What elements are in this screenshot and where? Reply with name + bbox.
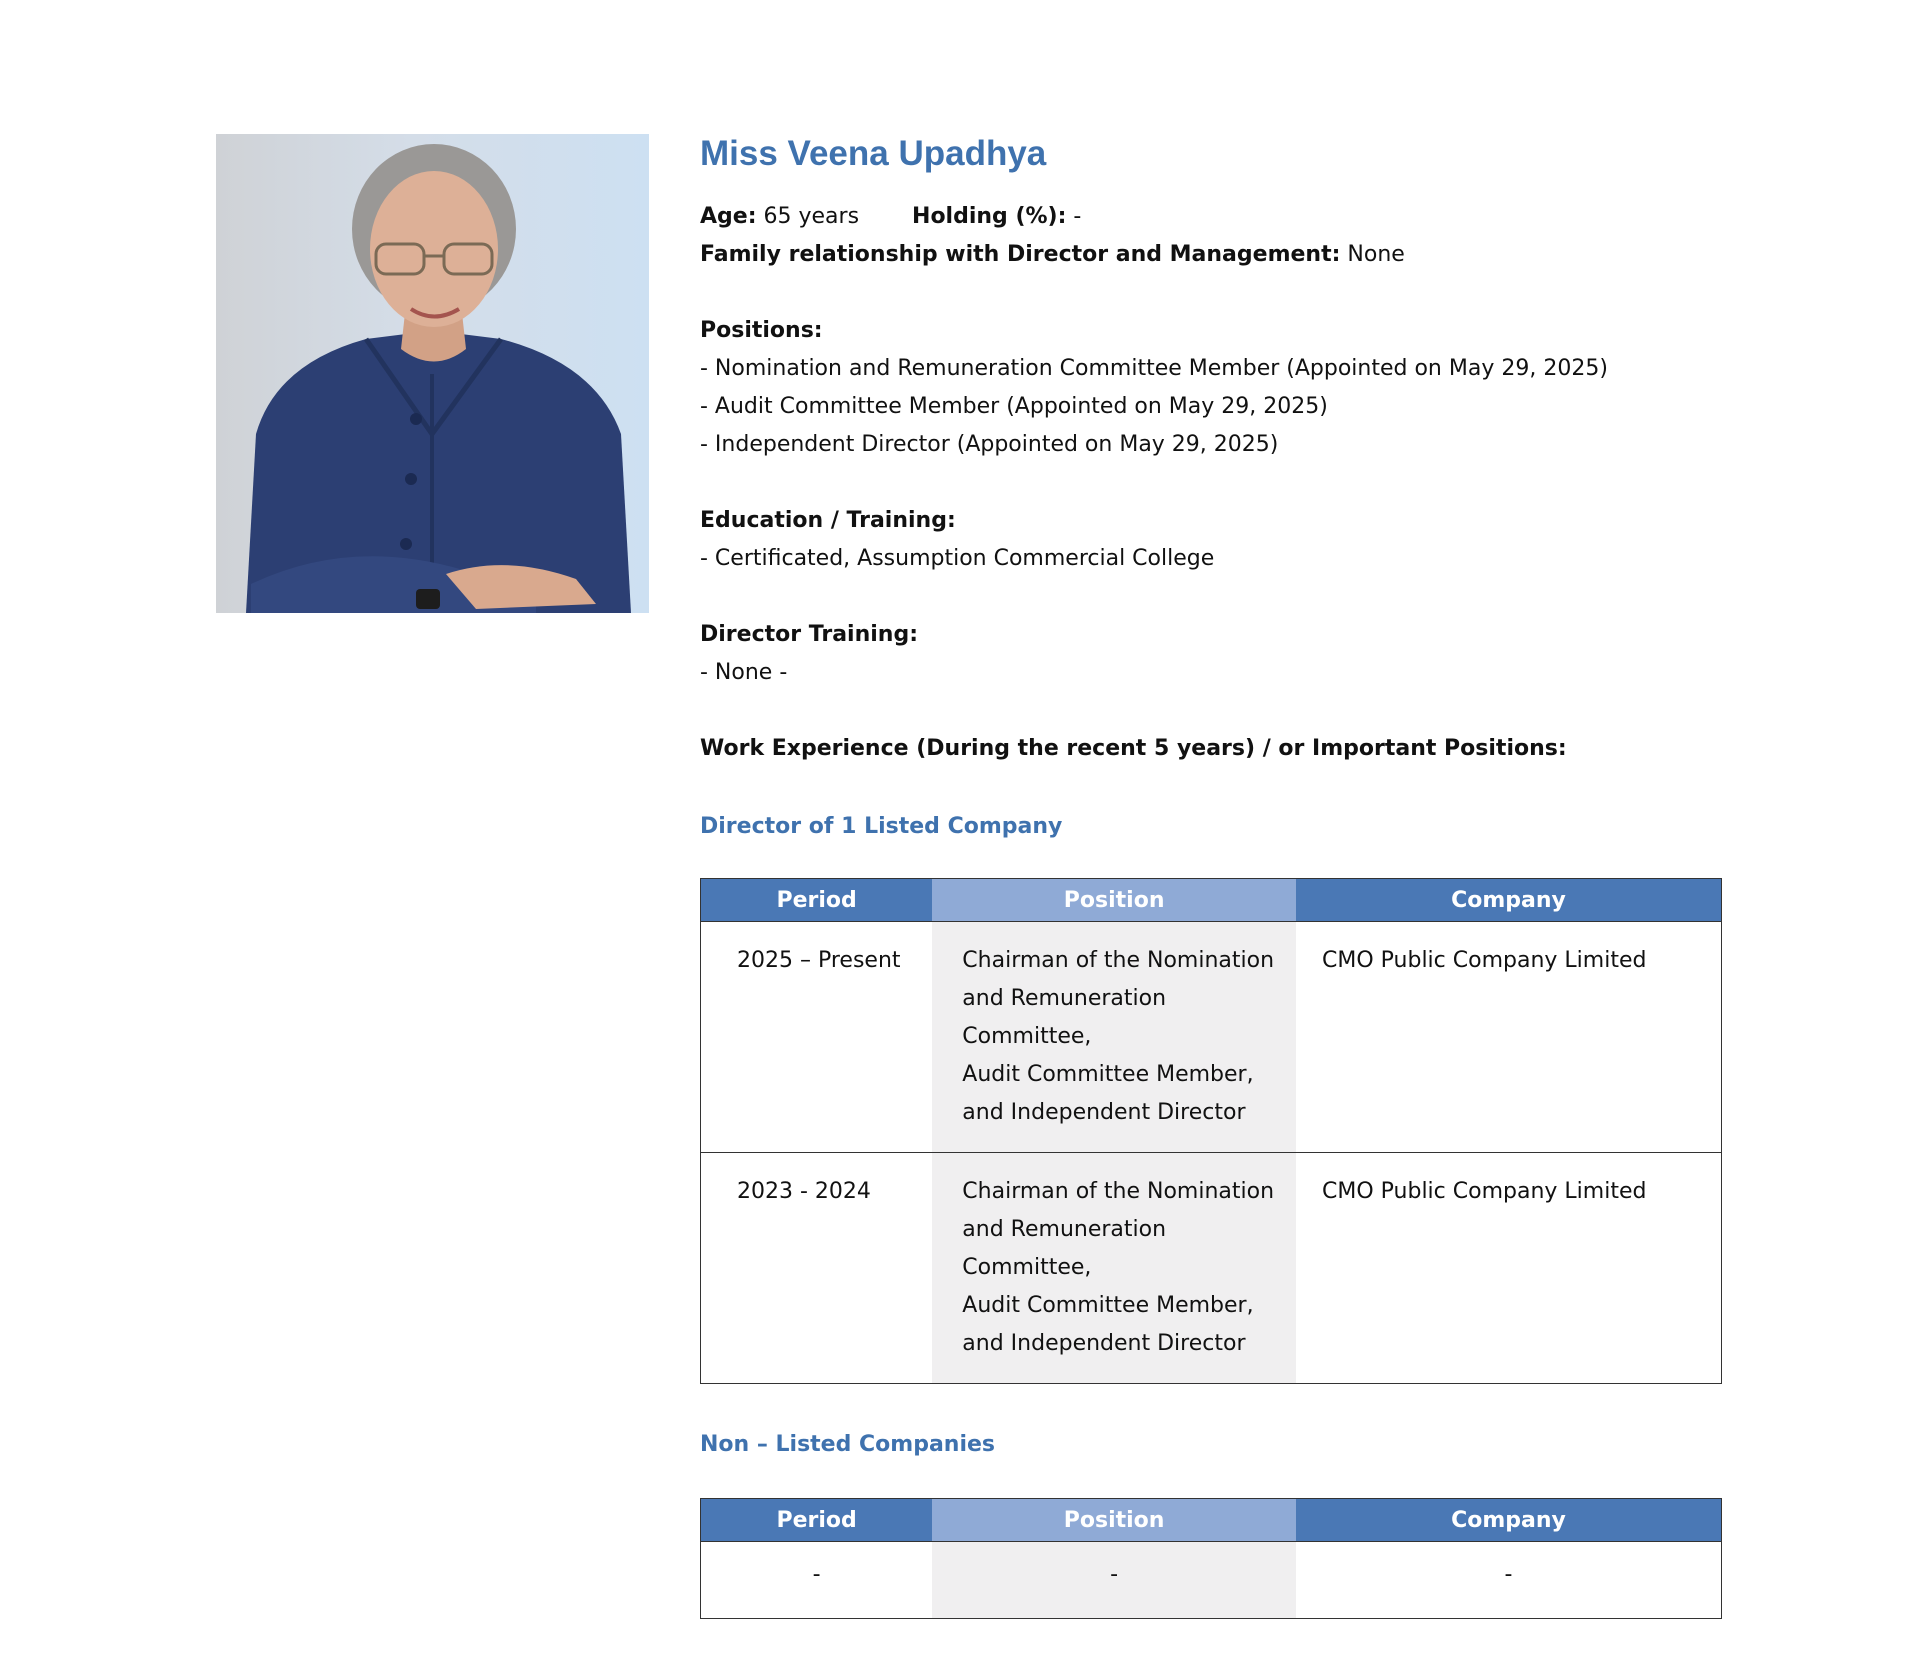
table-header-row	[701, 879, 1722, 922]
table-header-row	[701, 1499, 1722, 1542]
work-experience-heading: Work Experience (During the recent 5 years) / or Important Positions:	[700, 736, 1567, 761]
director-training-item: - None -	[700, 660, 788, 685]
profile-name: Miss Veena Upadhya	[700, 134, 1047, 173]
position-cell: Chairman of the Nomination and Remuneration Committee, Audit Committee Member, and Independent Director	[932, 1153, 1296, 1384]
table-row	[701, 922, 1722, 1153]
position-item: - Independent Director (Appointed on May 29, 2025)	[700, 432, 1279, 457]
holding-value: -	[1073, 204, 1082, 229]
column-header-period: Period	[701, 1499, 933, 1542]
positions-heading: Positions:	[700, 318, 823, 343]
period-cell: 2025 – Present	[737, 948, 901, 973]
age-holding-line	[700, 198, 1800, 236]
table-row	[701, 1153, 1722, 1384]
family-relationship-line	[700, 236, 1800, 274]
column-header-company: Company	[1296, 1499, 1722, 1542]
company-cell: CMO Public Company Limited	[1322, 948, 1647, 973]
period-cell: -	[812, 1562, 821, 1587]
listed-company-table	[700, 878, 1722, 1384]
position-cell: -	[932, 1542, 1296, 1619]
column-header-period: Period	[701, 879, 933, 922]
family-value: None	[1347, 242, 1405, 267]
listed-company-heading: Director of 1 Listed Company	[700, 814, 1063, 839]
holding-label: Holding (%):	[912, 204, 1067, 229]
director-training-heading: Director Training:	[700, 622, 918, 647]
age-value: 65 years	[763, 204, 860, 229]
column-header-company: Company	[1296, 879, 1722, 922]
position-cell: Chairman of the Nomination and Remuneration Committee, Audit Committee Member, and Independent Director	[932, 922, 1296, 1153]
position-item: - Nomination and Remuneration Committee Member (Appointed on May 29, 2025)	[700, 356, 1608, 381]
person-portrait-icon	[216, 134, 649, 613]
table-row	[701, 1542, 1722, 1619]
position-item: - Audit Committee Member (Appointed on May 29, 2025)	[700, 394, 1328, 419]
age-label: Age:	[700, 204, 757, 229]
profile-content	[700, 130, 1800, 1619]
period-cell: 2023 - 2024	[701, 1153, 933, 1384]
company-cell: -	[1504, 1562, 1513, 1587]
column-header-position: Position	[932, 1499, 1296, 1542]
family-label: Family relationship with Director and Management:	[700, 242, 1341, 267]
non-listed-heading: Non – Listed Companies	[700, 1432, 996, 1457]
education-item: - Certificated, Assumption Commercial College	[700, 546, 1215, 571]
non-listed-table	[700, 1498, 1722, 1619]
education-heading: Education / Training:	[700, 508, 956, 533]
profile-photo	[216, 134, 649, 613]
company-cell: CMO Public Company Limited	[1296, 1153, 1722, 1384]
column-header-position: Position	[932, 879, 1296, 922]
